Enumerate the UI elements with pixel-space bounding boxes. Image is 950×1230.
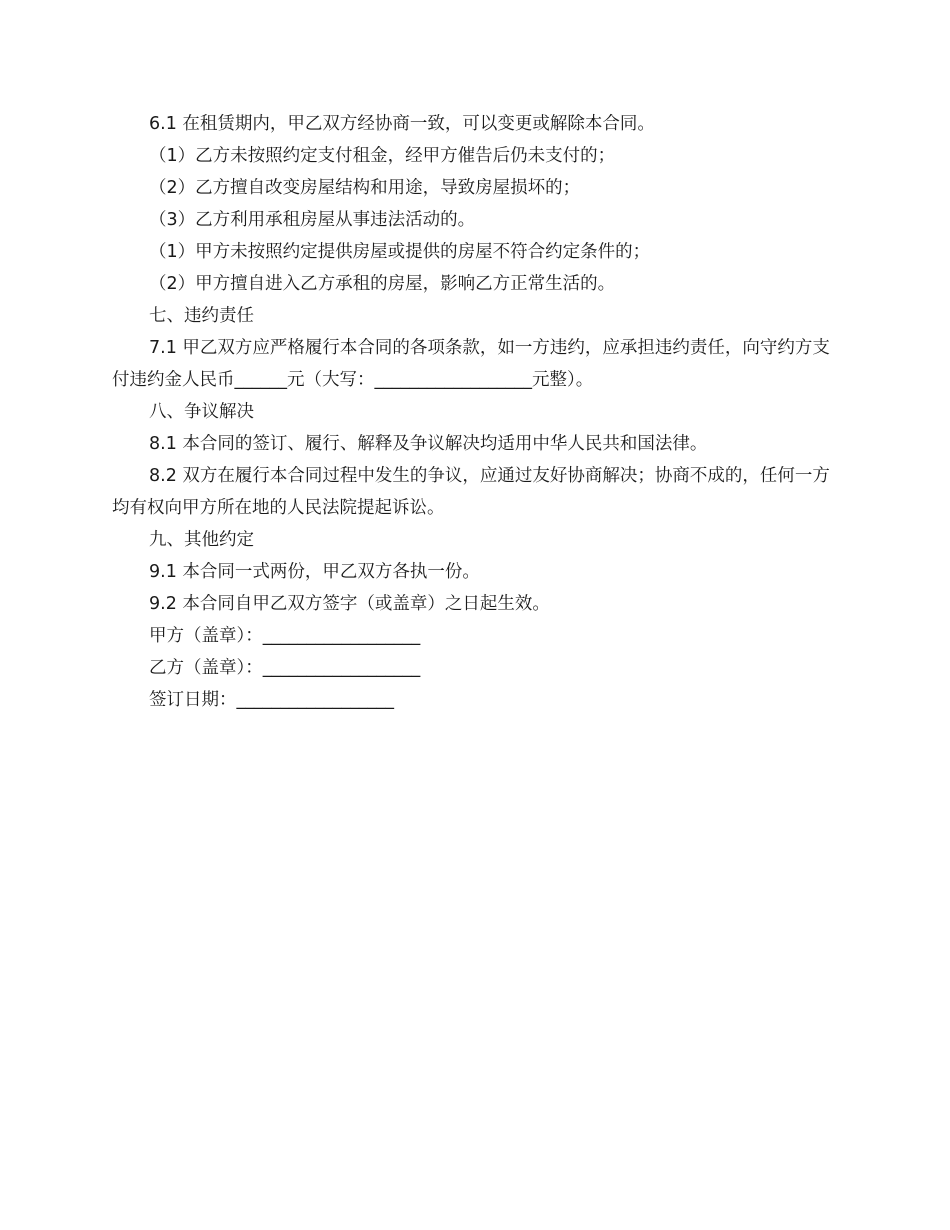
clause-6-1-item-2: （2）乙方擅自改变房屋结构和用途，导致房屋损坏的； — [149, 178, 581, 198]
section-heading-9: 九、其他约定 — [149, 530, 254, 550]
party-b-signature-line: 乙方（盖章）：__________________ — [149, 658, 421, 678]
section-heading-7: 七、违约责任 — [149, 306, 254, 326]
signing-date-line: 签订日期：__________________ — [149, 690, 394, 710]
clause-7-1: 7.1 甲乙双方应严格履行本合同的各项条款，如一方违约，应承担违约责任，向守约方支付违约金人民币______元（大写：__________________元整）。 — [112, 338, 830, 390]
party-a-signature-line: 甲方（盖章）：__________________ — [149, 626, 421, 646]
clause-9-1: 9.1 本合同一式两份，甲乙双方各执一份。 — [149, 562, 480, 582]
clause-6-1-item-1: （1）乙方未按照约定支付租金，经甲方催告后仍未支付的； — [149, 146, 616, 166]
clause-6-1-item-3: （3）乙方利用承租房屋从事违法活动的。 — [149, 210, 476, 230]
clause-6-1: 6.1 在租赁期内，甲乙双方经协商一致，可以变更或解除本合同。 — [149, 114, 655, 134]
clause-8-1: 8.1 本合同的签订、履行、解释及争议解决均适用中华人民共和国法律。 — [149, 434, 708, 454]
clause-8-2: 8.2 双方在履行本合同过程中发生的争议，应通过友好协商解决；协商不成的，任何一方均有权向甲方所在地的人民法院提起诉讼。 — [112, 466, 830, 518]
section-heading-8: 八、争议解决 — [149, 402, 254, 422]
clause-6-2-item-2: （2）甲方擅自进入乙方承租的房屋，影响乙方正常生活的。 — [149, 274, 616, 294]
clause-6-2-item-1: （1）甲方未按照约定提供房屋或提供的房屋不符合约定条件的； — [149, 242, 651, 262]
clause-9-2: 9.2 本合同自甲乙双方签字（或盖章）之日起生效。 — [149, 594, 550, 614]
document-body — [112, 108, 837, 716]
